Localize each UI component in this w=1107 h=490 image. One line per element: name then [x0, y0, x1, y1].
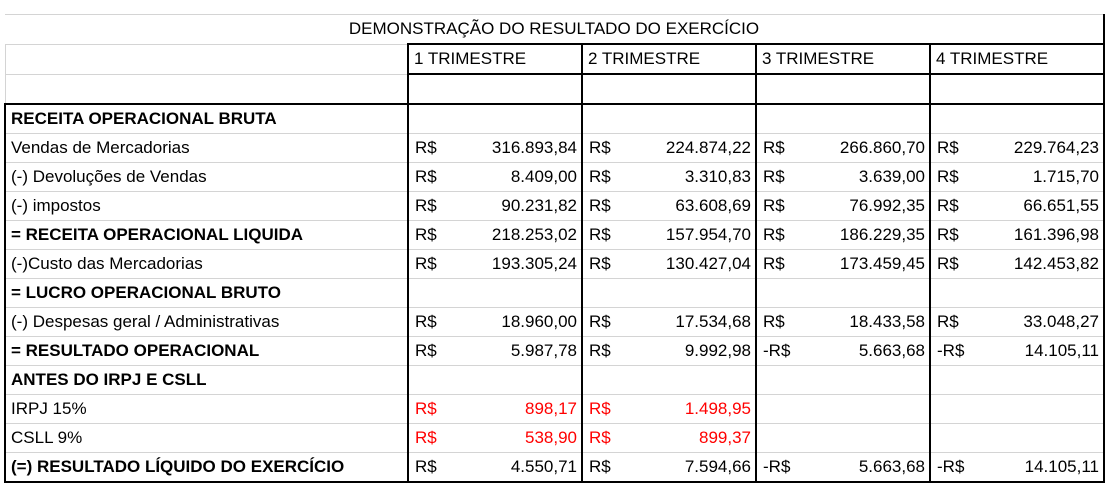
row-label: RECEITA OPERACIONAL BRUTA	[5, 104, 408, 134]
row-label: (-) impostos	[5, 192, 408, 221]
statement-row	[5, 395, 1104, 424]
currency-cell: -R$	[756, 337, 804, 366]
currency-cell	[408, 366, 456, 395]
quarter-header-4: 4 TRIMESTRE	[930, 44, 1104, 74]
amount-cell: 7.594,66	[630, 453, 756, 483]
statement-row	[5, 163, 1104, 192]
amount-cell: 229.764,23	[978, 134, 1104, 163]
currency-cell	[408, 104, 456, 134]
amount-cell: 224.874,22	[630, 134, 756, 163]
statement-row	[5, 134, 1104, 163]
currency-cell: R$	[930, 221, 978, 250]
currency-cell	[930, 366, 978, 395]
currency-cell: R$	[930, 250, 978, 279]
statement-title: DEMONSTRAÇÃO DO RESULTADO DO EXERCÍCIO	[5, 15, 1104, 45]
amount-cell	[978, 366, 1104, 395]
amount-cell: 66.651,55	[978, 192, 1104, 221]
amount-cell: 899,37	[630, 424, 756, 453]
amount-cell: 3.310,83	[630, 163, 756, 192]
amount-cell: 142.453,82	[978, 250, 1104, 279]
currency-cell: R$	[582, 424, 630, 453]
currency-cell	[930, 395, 978, 424]
row-label: = RECEITA OPERACIONAL LIQUIDA	[5, 221, 408, 250]
statement-row	[5, 453, 1104, 483]
currency-cell: R$	[408, 192, 456, 221]
currency-cell: R$	[756, 221, 804, 250]
amount-cell	[804, 424, 930, 453]
amount-cell	[456, 104, 582, 134]
amount-cell: 157.954,70	[630, 221, 756, 250]
amount-cell: 161.396,98	[978, 221, 1104, 250]
spacer-q4	[930, 74, 1104, 104]
currency-cell	[930, 279, 978, 308]
currency-cell: R$	[582, 453, 630, 483]
currency-cell: R$	[756, 134, 804, 163]
currency-cell: R$	[408, 395, 456, 424]
amount-cell	[804, 279, 930, 308]
currency-cell	[756, 395, 804, 424]
currency-cell	[408, 279, 456, 308]
currency-cell: R$	[408, 337, 456, 366]
amount-cell: 186.229,35	[804, 221, 930, 250]
amount-cell: 5.663,68	[804, 337, 930, 366]
currency-cell: R$	[756, 250, 804, 279]
statement-row	[5, 221, 1104, 250]
currency-cell: R$	[930, 163, 978, 192]
currency-cell: R$	[930, 134, 978, 163]
currency-cell: R$	[582, 395, 630, 424]
row-label: IRPJ 15%	[5, 395, 408, 424]
amount-cell	[978, 424, 1104, 453]
row-label: (-)Custo das Mercadorias	[5, 250, 408, 279]
amount-cell: 5.663,68	[804, 453, 930, 483]
currency-cell: R$	[582, 163, 630, 192]
currency-cell: R$	[408, 308, 456, 337]
amount-cell: 266.860,70	[804, 134, 930, 163]
amount-cell: 173.459,45	[804, 250, 930, 279]
spacer-row	[5, 74, 1104, 104]
row-label: (=) RESULTADO LÍQUIDO DO EXERCÍCIO	[5, 453, 408, 483]
amount-cell	[630, 104, 756, 134]
row-label: ANTES DO IRPJ E CSLL	[5, 366, 408, 395]
amount-cell: 218.253,02	[456, 221, 582, 250]
statement-row	[5, 366, 1104, 395]
amount-cell: 898,17	[456, 395, 582, 424]
currency-cell: R$	[408, 453, 456, 483]
currency-cell: R$	[756, 308, 804, 337]
amount-cell: 14.105,11	[978, 453, 1104, 483]
amount-cell: 18.433,58	[804, 308, 930, 337]
quarter-header-1: 1 TRIMESTRE	[408, 44, 582, 74]
currency-cell: R$	[408, 163, 456, 192]
currency-cell: R$	[582, 337, 630, 366]
spacer-q1	[408, 74, 582, 104]
currency-cell	[756, 424, 804, 453]
amount-cell	[804, 366, 930, 395]
statement-row	[5, 424, 1104, 453]
amount-cell: 1.498,95	[630, 395, 756, 424]
statement-row	[5, 308, 1104, 337]
currency-cell	[756, 366, 804, 395]
quarter-header-row	[5, 44, 1104, 74]
amount-cell: 76.992,35	[804, 192, 930, 221]
amount-cell	[630, 366, 756, 395]
amount-cell: 316.893,84	[456, 134, 582, 163]
currency-cell: R$	[582, 250, 630, 279]
amount-cell: 8.409,00	[456, 163, 582, 192]
amount-cell: 4.550,71	[456, 453, 582, 483]
amount-cell	[978, 395, 1104, 424]
row-label: CSLL 9%	[5, 424, 408, 453]
currency-cell	[582, 279, 630, 308]
amount-cell: 90.231,82	[456, 192, 582, 221]
amount-cell: 14.105,11	[978, 337, 1104, 366]
amount-cell	[978, 104, 1104, 134]
statement-row	[5, 192, 1104, 221]
amount-cell	[978, 279, 1104, 308]
currency-cell: R$	[930, 192, 978, 221]
amount-cell: 193.305,24	[456, 250, 582, 279]
amount-cell: 130.427,04	[630, 250, 756, 279]
currency-cell: -R$	[930, 337, 978, 366]
statement-row	[5, 104, 1104, 134]
currency-cell: R$	[408, 221, 456, 250]
header-blank	[5, 44, 408, 74]
quarter-header-3: 3 TRIMESTRE	[756, 44, 930, 74]
currency-cell	[930, 424, 978, 453]
spacer-q2	[582, 74, 756, 104]
row-label: (-) Devoluções de Vendas	[5, 163, 408, 192]
currency-cell: R$	[582, 308, 630, 337]
amount-cell	[456, 279, 582, 308]
amount-cell: 63.608,69	[630, 192, 756, 221]
amount-cell	[456, 366, 582, 395]
statement-row	[5, 250, 1104, 279]
currency-cell: -R$	[756, 453, 804, 483]
currency-cell	[756, 279, 804, 308]
currency-cell: R$	[582, 192, 630, 221]
currency-cell	[582, 366, 630, 395]
currency-cell: R$	[582, 134, 630, 163]
currency-cell: R$	[756, 192, 804, 221]
row-label: Vendas de Mercadorias	[5, 134, 408, 163]
row-label: (-) Despesas geral / Administrativas	[5, 308, 408, 337]
amount-cell: 33.048,27	[978, 308, 1104, 337]
spacer-label	[5, 74, 408, 104]
currency-cell	[756, 104, 804, 134]
currency-cell	[930, 104, 978, 134]
currency-cell: -R$	[930, 453, 978, 483]
amount-cell	[804, 104, 930, 134]
currency-cell: R$	[408, 250, 456, 279]
row-label: = LUCRO OPERACIONAL BRUTO	[5, 279, 408, 308]
currency-cell	[582, 104, 630, 134]
amount-cell: 1.715,70	[978, 163, 1104, 192]
amount-cell: 538,90	[456, 424, 582, 453]
currency-cell: R$	[756, 163, 804, 192]
title-row	[5, 15, 1104, 45]
amount-cell: 3.639,00	[804, 163, 930, 192]
spacer-q3	[756, 74, 930, 104]
income-statement-table	[4, 14, 1105, 483]
amount-cell: 18.960,00	[456, 308, 582, 337]
amount-cell: 17.534,68	[630, 308, 756, 337]
amount-cell	[630, 279, 756, 308]
quarter-header-2: 2 TRIMESTRE	[582, 44, 756, 74]
statement-row	[5, 279, 1104, 308]
currency-cell: R$	[408, 134, 456, 163]
currency-cell: R$	[930, 308, 978, 337]
amount-cell: 9.992,98	[630, 337, 756, 366]
row-label: = RESULTADO OPERACIONAL	[5, 337, 408, 366]
amount-cell	[804, 395, 930, 424]
currency-cell: R$	[408, 424, 456, 453]
currency-cell: R$	[582, 221, 630, 250]
statement-row	[5, 337, 1104, 366]
amount-cell: 5.987,78	[456, 337, 582, 366]
